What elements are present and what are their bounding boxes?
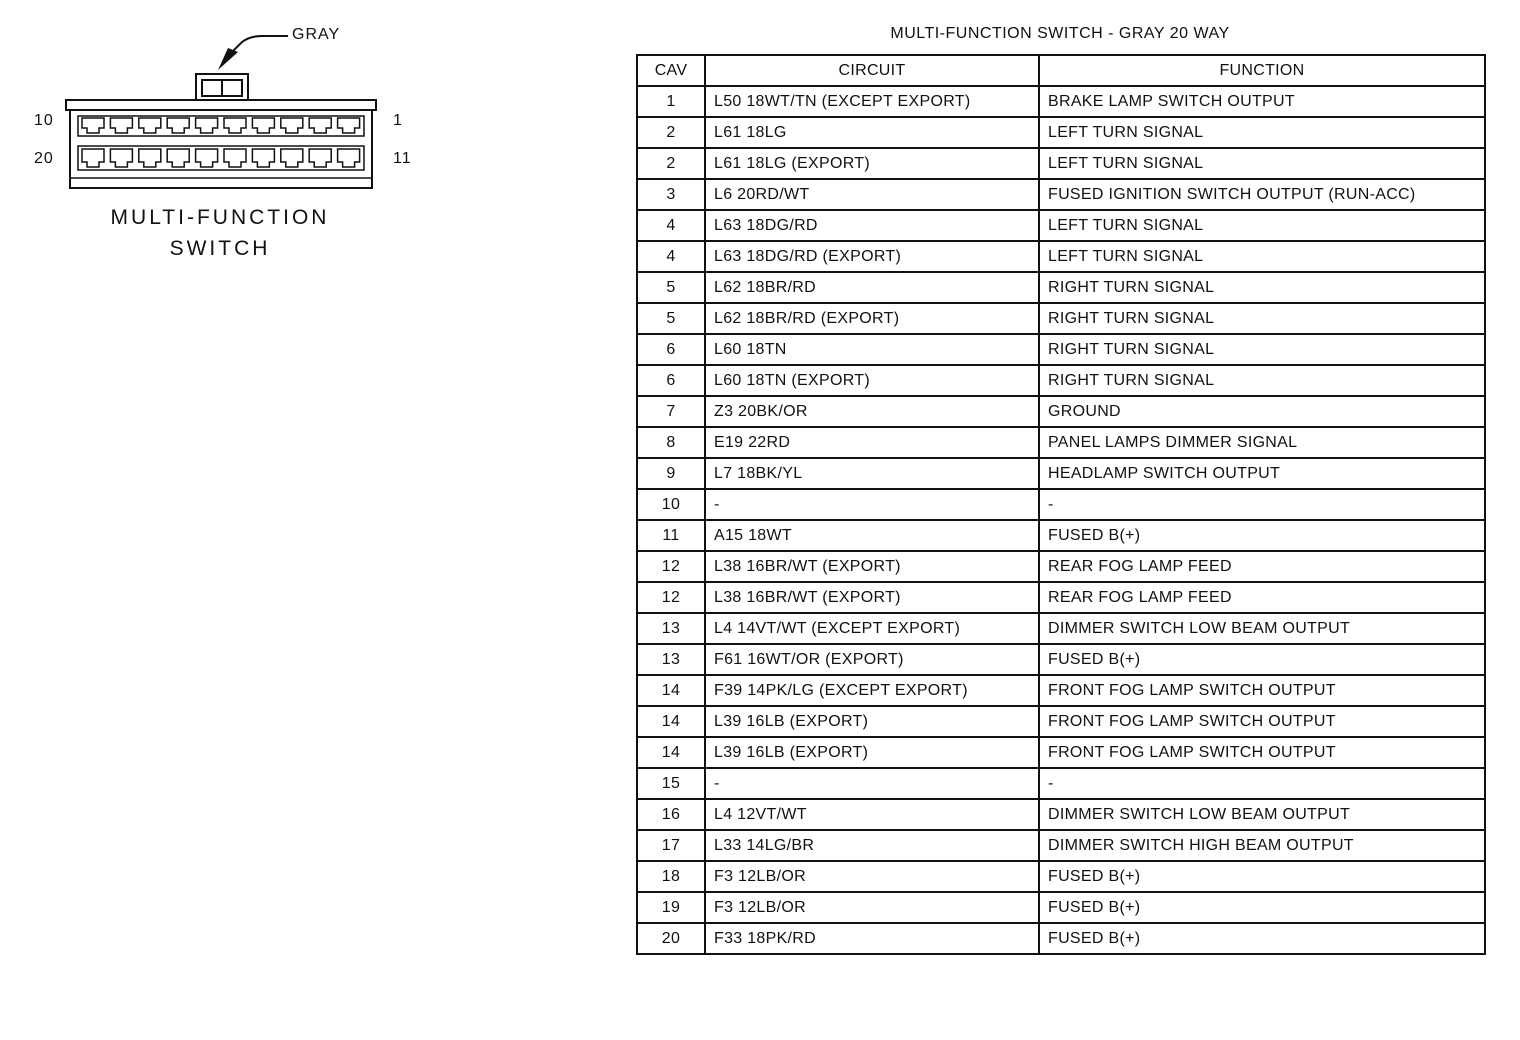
- cav-cell: 14: [637, 706, 705, 737]
- cav-cell: 3: [637, 179, 705, 210]
- function-cell: LEFT TURN SIGNAL: [1039, 117, 1485, 148]
- table-row: [637, 179, 1485, 210]
- cav-cell: 7: [637, 396, 705, 427]
- function-cell: FRONT FOG LAMP SWITCH OUTPUT: [1039, 675, 1485, 706]
- table-row: [637, 489, 1485, 520]
- table-row: [637, 830, 1485, 861]
- function-cell: -: [1039, 489, 1485, 520]
- circuit-cell: E19 22RD: [705, 427, 1039, 458]
- table-row: [637, 520, 1485, 551]
- function-cell: -: [1039, 768, 1485, 799]
- pinout-table: [636, 54, 1486, 955]
- cav-cell: 19: [637, 892, 705, 923]
- circuit-cell: L63 18DG/RD: [705, 210, 1039, 241]
- function-cell: HEADLAMP SWITCH OUTPUT: [1039, 458, 1485, 489]
- circuit-cell: L38 16BR/WT (EXPORT): [705, 551, 1039, 582]
- circuit-cell: L60 18TN: [705, 334, 1039, 365]
- function-cell: REAR FOG LAMP FEED: [1039, 551, 1485, 582]
- cav-cell: 20: [637, 923, 705, 954]
- cav-cell: 12: [637, 551, 705, 582]
- table-row: [637, 303, 1485, 334]
- function-cell: FRONT FOG LAMP SWITCH OUTPUT: [1039, 706, 1485, 737]
- connector-color-label: GRAY: [292, 26, 341, 43]
- table-row: [637, 148, 1485, 179]
- table-row: [637, 923, 1485, 954]
- circuit-cell: L4 14VT/WT (EXCEPT EXPORT): [705, 613, 1039, 644]
- table-row: [637, 427, 1485, 458]
- function-cell: FUSED B(+): [1039, 644, 1485, 675]
- circuit-cell: L62 18BR/RD (EXPORT): [705, 303, 1039, 334]
- cav-cell: 15: [637, 768, 705, 799]
- cav-cell: 2: [637, 117, 705, 148]
- circuit-cell: L50 18WT/TN (EXCEPT EXPORT): [705, 86, 1039, 117]
- circuit-cell: F3 12LB/OR: [705, 861, 1039, 892]
- cav-cell: 14: [637, 737, 705, 768]
- function-cell: FUSED B(+): [1039, 520, 1485, 551]
- function-cell: RIGHT TURN SIGNAL: [1039, 303, 1485, 334]
- circuit-cell: A15 18WT: [705, 520, 1039, 551]
- function-cell: PANEL LAMPS DIMMER SIGNAL: [1039, 427, 1485, 458]
- circuit-cell: F3 12LB/OR: [705, 892, 1039, 923]
- table-row: [637, 241, 1485, 272]
- table-row: [637, 799, 1485, 830]
- cav-cell: 6: [637, 365, 705, 396]
- function-cell: RIGHT TURN SIGNAL: [1039, 272, 1485, 303]
- header-function: FUNCTION: [1039, 55, 1485, 86]
- table-title: MULTI-FUNCTION SWITCH - GRAY 20 WAY: [890, 25, 1230, 42]
- table-row: [637, 396, 1485, 427]
- cav-cell: 11: [637, 520, 705, 551]
- table-header-row: [637, 55, 1485, 86]
- function-cell: REAR FOG LAMP FEED: [1039, 582, 1485, 613]
- circuit-cell: L61 18LG (EXPORT): [705, 148, 1039, 179]
- function-cell: LEFT TURN SIGNAL: [1039, 210, 1485, 241]
- function-cell: DIMMER SWITCH LOW BEAM OUTPUT: [1039, 799, 1485, 830]
- circuit-cell: L62 18BR/RD: [705, 272, 1039, 303]
- table-row: [637, 582, 1485, 613]
- function-cell: GROUND: [1039, 396, 1485, 427]
- circuit-cell: F33 18PK/RD: [705, 923, 1039, 954]
- circuit-cell: L33 14LG/BR: [705, 830, 1039, 861]
- cav-cell: 13: [637, 613, 705, 644]
- cav-cell: 4: [637, 210, 705, 241]
- cav-cell: 17: [637, 830, 705, 861]
- circuit-cell: Z3 20BK/OR: [705, 396, 1039, 427]
- circuit-cell: L39 16LB (EXPORT): [705, 737, 1039, 768]
- cav-cell: 5: [637, 303, 705, 334]
- function-cell: FUSED B(+): [1039, 923, 1485, 954]
- caption-line-1: MULTI-FUNCTION: [110, 206, 330, 229]
- table-row: [637, 613, 1485, 644]
- function-cell: FUSED IGNITION SWITCH OUTPUT (RUN-ACC): [1039, 179, 1485, 210]
- table-row: [637, 737, 1485, 768]
- cav-cell: 8: [637, 427, 705, 458]
- cav-cell: 9: [637, 458, 705, 489]
- cav-cell: 6: [637, 334, 705, 365]
- cav-cell: 5: [637, 272, 705, 303]
- cav-cell: 16: [637, 799, 705, 830]
- function-cell: LEFT TURN SIGNAL: [1039, 241, 1485, 272]
- cav-cell: 14: [637, 675, 705, 706]
- header-cav: CAV: [637, 55, 705, 86]
- table-row: [637, 365, 1485, 396]
- table-row: [637, 210, 1485, 241]
- table-row: [637, 768, 1485, 799]
- cav-cell: 18: [637, 861, 705, 892]
- circuit-cell: L38 16BR/WT (EXPORT): [705, 582, 1039, 613]
- function-cell: FUSED B(+): [1039, 861, 1485, 892]
- circuit-cell: F61 16WT/OR (EXPORT): [705, 644, 1039, 675]
- function-cell: DIMMER SWITCH HIGH BEAM OUTPUT: [1039, 830, 1485, 861]
- table-row: [637, 675, 1485, 706]
- function-cell: FUSED B(+): [1039, 892, 1485, 923]
- pin-label-top-left: 10: [34, 112, 54, 129]
- circuit-cell: L63 18DG/RD (EXPORT): [705, 241, 1039, 272]
- connector-caption: [100, 202, 340, 264]
- table-row: [637, 644, 1485, 675]
- circuit-cell: L6 20RD/WT: [705, 179, 1039, 210]
- function-cell: RIGHT TURN SIGNAL: [1039, 365, 1485, 396]
- cav-cell: 4: [637, 241, 705, 272]
- circuit-cell: L39 16LB (EXPORT): [705, 706, 1039, 737]
- cav-cell: 2: [637, 148, 705, 179]
- cav-cell: 13: [637, 644, 705, 675]
- table-row: [637, 861, 1485, 892]
- table-row: [637, 458, 1485, 489]
- table-row: [637, 117, 1485, 148]
- function-cell: RIGHT TURN SIGNAL: [1039, 334, 1485, 365]
- circuit-cell: -: [705, 768, 1039, 799]
- table-body: [637, 86, 1485, 954]
- function-cell: DIMMER SWITCH LOW BEAM OUTPUT: [1039, 613, 1485, 644]
- pin-label-bottom-right: 11: [393, 150, 412, 167]
- table-row: [637, 86, 1485, 117]
- cav-cell: 1: [637, 86, 705, 117]
- table-row: [637, 706, 1485, 737]
- pin-label-top-right: 1: [393, 112, 403, 129]
- connector-diagram: [0, 0, 440, 280]
- function-cell: BRAKE LAMP SWITCH OUTPUT: [1039, 86, 1485, 117]
- table-row: [637, 334, 1485, 365]
- function-cell: LEFT TURN SIGNAL: [1039, 148, 1485, 179]
- table-row: [637, 551, 1485, 582]
- header-circuit: CIRCUIT: [705, 55, 1039, 86]
- cav-cell: 10: [637, 489, 705, 520]
- table-row: [637, 272, 1485, 303]
- circuit-cell: L7 18BK/YL: [705, 458, 1039, 489]
- pin-label-bottom-left: 20: [34, 150, 54, 167]
- circuit-cell: -: [705, 489, 1039, 520]
- caption-line-2: SWITCH: [169, 237, 271, 260]
- cav-cell: 12: [637, 582, 705, 613]
- function-cell: FRONT FOG LAMP SWITCH OUTPUT: [1039, 737, 1485, 768]
- circuit-cell: L61 18LG: [705, 117, 1039, 148]
- circuit-cell: L60 18TN (EXPORT): [705, 365, 1039, 396]
- circuit-cell: F39 14PK/LG (EXCEPT EXPORT): [705, 675, 1039, 706]
- table-row: [637, 892, 1485, 923]
- circuit-cell: L4 12VT/WT: [705, 799, 1039, 830]
